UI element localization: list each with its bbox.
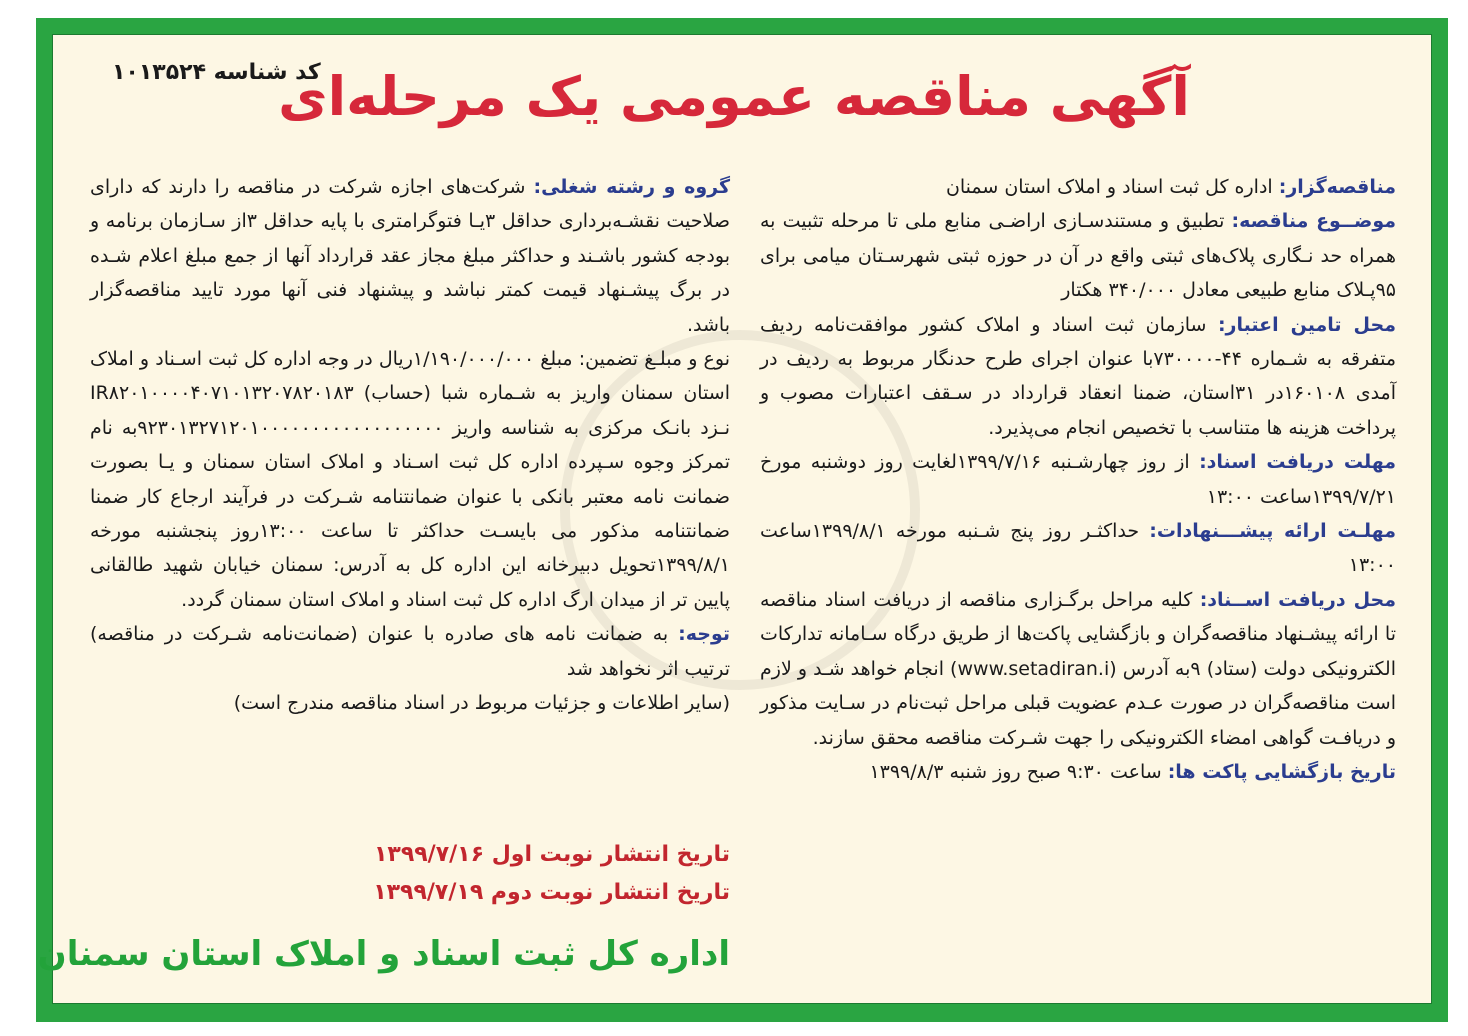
footer-organization: اداره کل ثبت اسناد و املاک استان سمنان — [37, 934, 730, 974]
note-paragraph — [90, 617, 730, 686]
tenderer-text: اداره کل ثبت اسناد و املاک استان سمنان — [945, 176, 1279, 198]
offer-deadline-label: مهلـت ارائه پیشـــنهادات: — [1149, 520, 1396, 543]
group-text: شرکت‌های اجازه شرکت در مناقصه را دارند که دارای صلاحیت نقشـه‌برداری حداقل ۳یـا فتوگرامتری با پایه حداقل ۳از سـازمان برنامه و بودجه کشور باشـند و حداکثر مبلغ مجاز عقد قرارداد آنها از جمع مبلغ اعلام شـده در برگ پیشـنهاد قیمت کمتر نباشد و پیشنهاد فنی آنها مورد تایید مناقصه‌گزار باشد. — [90, 176, 730, 336]
subject-paragraph — [760, 204, 1396, 307]
other-info: (سایر اطلاعات و جزئیات مربوط در اسناد مناقصه مندرج است) — [233, 692, 730, 715]
note-label: توجه: — [678, 623, 730, 646]
publish-date-first: تاریخ انتشار نوبت اول ۱۳۹۹/۷/۱۶ — [373, 842, 730, 867]
docs-deadline-paragraph — [760, 445, 1396, 514]
tenderer-paragraph — [760, 170, 1396, 204]
note-text: به ضمانت نامه های صادره با عنوان (ضمانت‌نامه شـرکت در مناقصه) ترتیب اثر نخواهد شد — [90, 623, 730, 680]
opening-paragraph — [760, 755, 1396, 789]
offer-deadline-text: حداکثـر روز پنج شـنبه مورخه ۱۳۹۹/۸/۱ساعت ۱۳:۰۰ — [760, 520, 1396, 577]
right-column — [760, 170, 1396, 789]
funding-label: محل تامین اعتبار: — [1217, 313, 1396, 336]
tenderer-label: مناقصه‌گزار: — [1278, 176, 1396, 198]
funding-text: سازمان ثبت اسناد و املاک کشور موافقت‌نامه ردیف متفرقه به شـماره ۴۴-۷۳۰۰۰۰با عنوان اجرای طرح حدنگار مربوط به ردیف در آمدی ۱۶۰۱۰۸در ۳۱استان، ضمنا انعقاد قرارداد در سـقف اعتبارات مصوب و پرداخت هزینه ها متناسب با تخصیص انجام می‌پذیرد. — [760, 313, 1396, 439]
publish-date-second: تاریخ انتشار نوبت دوم ۱۳۹۹/۷/۱۹ — [373, 880, 730, 905]
group-label: گروه و رشته شغلی: — [533, 176, 731, 198]
group-paragraph — [90, 170, 730, 342]
notice-title: آگهی مناقصه عمومی یک مرحله‌ای — [278, 65, 1190, 128]
offer-deadline-paragraph — [760, 514, 1396, 583]
funding-paragraph — [760, 308, 1396, 446]
notice-code: کد شناسه ۱۰۱۳۵۲۴ — [112, 60, 321, 85]
docs-place-label: محل دریافت اســناد: — [1199, 588, 1396, 611]
left-column — [90, 170, 730, 721]
docs-deadline-label: مهلت دریافت اسناد: — [1199, 451, 1397, 474]
subject-text: تطبیق و مستندسـازی اراضـی منابع ملی تا مرحله تثبیت به همراه حد نـگاری پلاک‌های ثبتی واقع در آن در حوزه ثبتی شهرسـتان میامی برای ۹۵پـلاک منابع طبیعی معادل ۳۴۰/۰۰۰ هکتار — [760, 210, 1396, 302]
opening-label: تاریخ بازگشایی پاکت ها: — [1167, 760, 1396, 783]
guarantee-paragraph: نوع و مبلـغ تضمین: مبلغ ۱/۱۹۰/۰۰۰/۰۰۰ریال در وجه اداره کل ثبت اسـناد و املاک استان سمنان واریز به شـماره شبا (حساب) IR۸۲۰۱۰۰۰۰۴۰۷۱۰۱۳۲۰۷۸۲۰۱۸۳ نـزد بانـک مرکزی به شناسه واریز ۹۲۳۰۱۳۲۷۱۲۰۱۰۰۰۰۰۰۰۰۰۰۰۰۰۰۰۰۰۰به نام تمرکز وجوه سـپرده اداره کل ثبت اسـناد و املاک استان سمنان و یـا بصورت ضمانت نامه معتبر بانکی با عنوان ضمانتنامه شـرکت در فرآیند ارجاع کار ضمنا ضمانتنامه مذکور می بایسـت حداکثر تا ساعت ۱۳:۰۰روز پنجشنبه مورخه ۱۳۹۹/۸/۱تحویل دبیرخانه این اداره کل به آدرس: سمنان خیابان شهید طالقانی پایین تر از میدان ارگ اداره کل ثبت اسناد و املاک استان سمنان گردد. — [90, 348, 730, 611]
opening-text: ساعت ۹:۳۰ صبح روز شنبه ۱۳۹۹/۸/۳ — [869, 760, 1168, 783]
docs-place-text: کلیه مراحل برگـزاری مناقصه از دریافت اسناد مناقصه تا ارائه پیشـنهاد مناقصه‌گران و بازگشایی پاکت‌ها از طریق درگاه سـامانه تدارکات الکترونیکی دولت (ستاد) ۹به آدرس (www.setadiran.i) انجام خواهد شـد و لازم است مناقصه‌گران در صورت عـدم عضویت قبلی مراحل ثبت‌نام در سـایت مذکور و دریافـت گواهی امضاء الکترونیکی را جهت شـرکت مناقصه محقق سازند. — [760, 588, 1396, 749]
subject-label: موضــوع مناقصه: — [1231, 210, 1396, 233]
docs-place-paragraph — [760, 583, 1396, 755]
docs-deadline-text: از روز چهارشـنبه ۱۳۹۹/۷/۱۶لغایت روز دوشنبه مورخ ۱۳۹۹/۷/۲۱ساعت ۱۳:۰۰ — [760, 451, 1396, 508]
